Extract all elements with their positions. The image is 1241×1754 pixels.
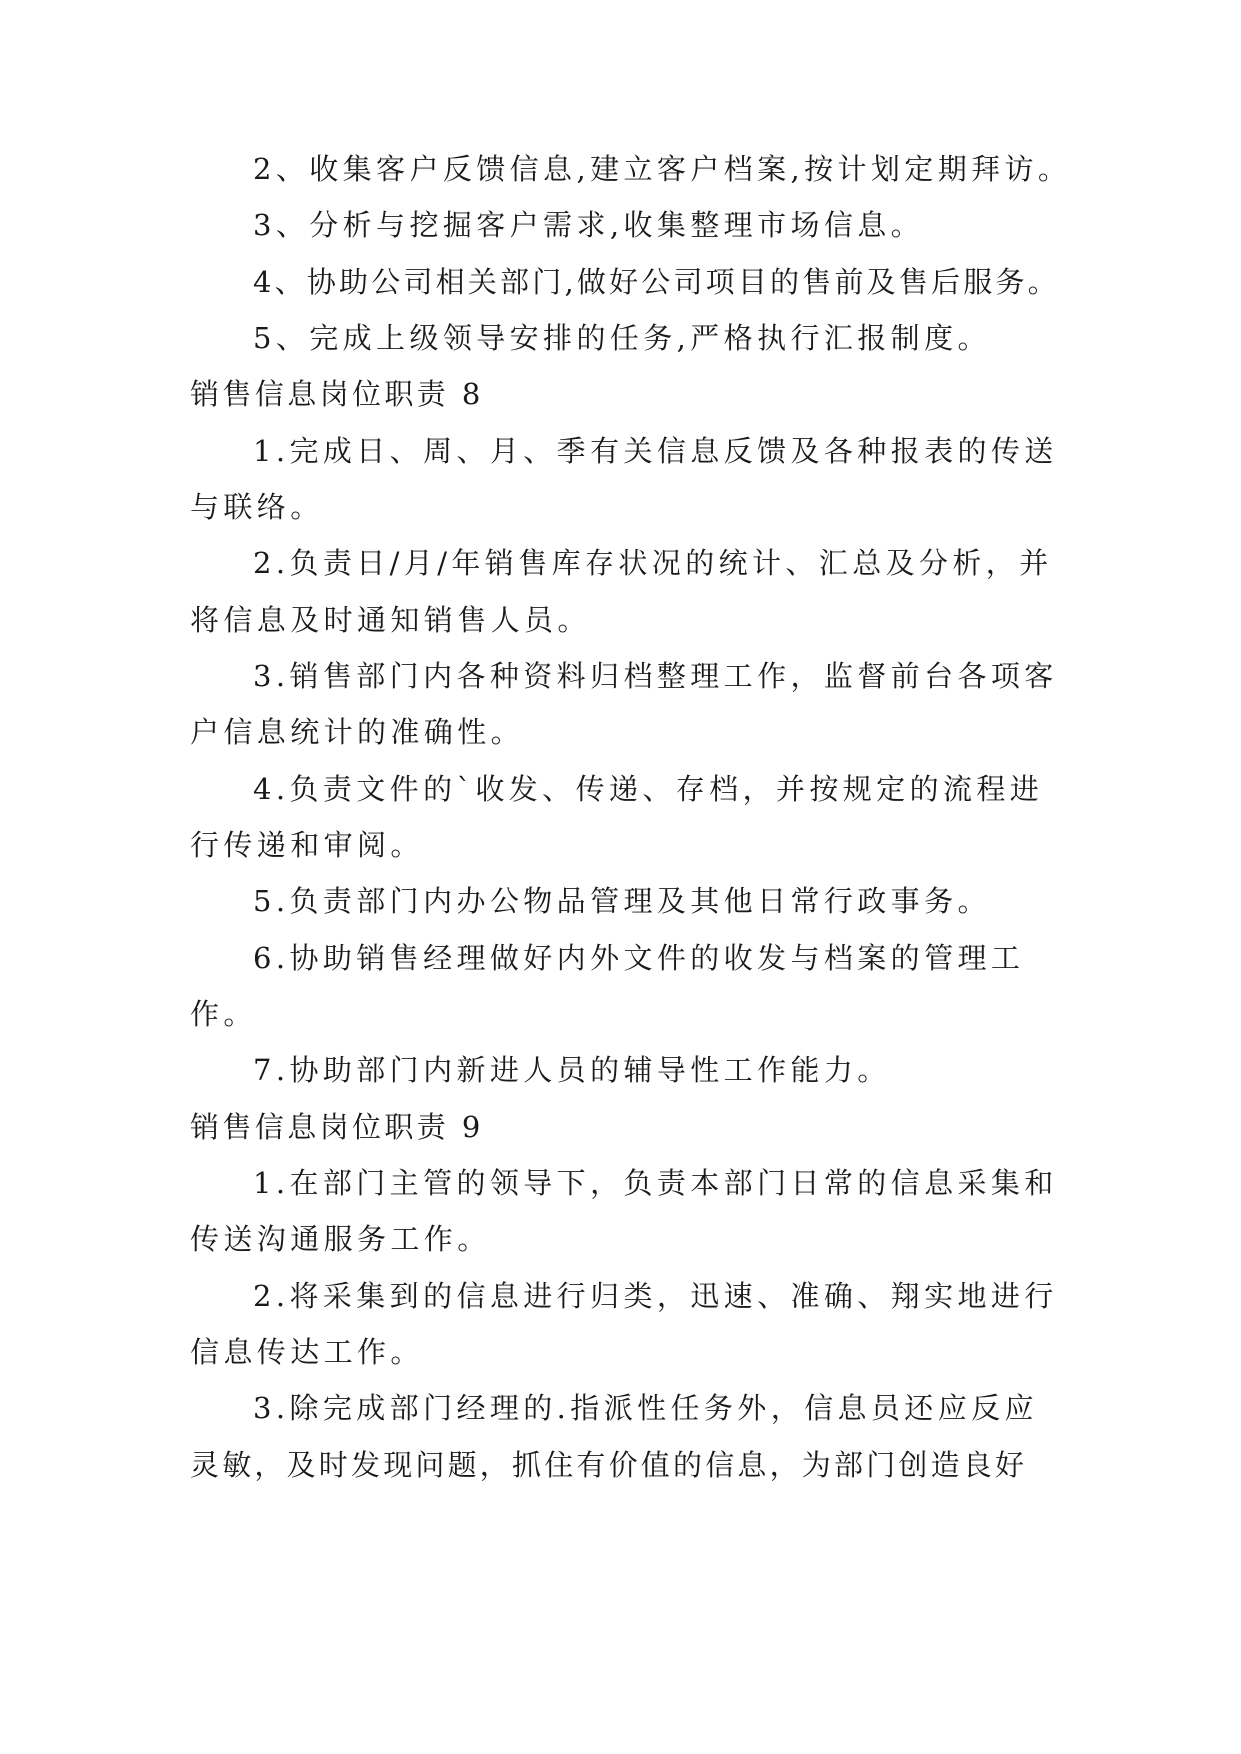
list-item: 4.负责文件的`收发、传递、存档，并按规定的流程进	[253, 772, 1044, 806]
list-item-continuation: 作。	[190, 997, 257, 1031]
list-item: 3、分析与挖掘客户需求,收集整理市场信息。	[253, 208, 925, 242]
list-item: 1.在部门主管的领导下，负责本部门日常的信息采集和	[253, 1166, 1058, 1200]
list-item: 4、协助公司相关部门,做好公司项目的售前及售后服务。	[253, 265, 1060, 299]
list-item: 5、完成上级领导安排的任务,严格执行汇报制度。	[253, 321, 991, 355]
list-item-continuation: 将信息及时通知销售人员。	[190, 603, 591, 637]
list-item-continuation: 与联络。	[190, 490, 324, 524]
section-heading: 销售信息岗位职责 8	[190, 377, 484, 411]
list-item: 7.协助部门内新进人员的辅导性工作能力。	[253, 1053, 891, 1087]
list-item: 1.完成日、周、月、季有关信息反馈及各种报表的传送	[253, 434, 1058, 468]
section-heading: 销售信息岗位职责 9	[190, 1110, 484, 1144]
list-item: 5.负责部门内办公物品管理及其他日常行政事务。	[253, 884, 991, 918]
list-item-continuation: 传送沟通服务工作。	[190, 1222, 491, 1256]
list-item: 3.除完成部门经理的.指派性任务外，信息员还应反应	[253, 1391, 1038, 1425]
list-item: 2.将采集到的信息进行归类，迅速、准确、翔实地进行	[253, 1279, 1058, 1313]
list-item: 2、收集客户反馈信息,建立客户档案,按计划定期拜访。	[253, 152, 1072, 186]
list-item-continuation: 信息传达工作。	[190, 1335, 424, 1369]
list-item-continuation: 行传递和审阅。	[190, 828, 424, 862]
list-item: 3.销售部门内各种资料归档整理工作，监督前台各项客	[253, 659, 1058, 693]
list-item-continuation: 灵敏，及时发现问题，抓住有价值的信息，为部门创造良好	[190, 1448, 1028, 1482]
list-item: 2.负责日/月/年销售库存状况的统计、汇总及分析，并	[253, 546, 1053, 580]
list-item: 6.协助销售经理做好内外文件的收发与档案的管理工	[253, 941, 1025, 975]
list-item-continuation: 户信息统计的准确性。	[190, 715, 525, 749]
